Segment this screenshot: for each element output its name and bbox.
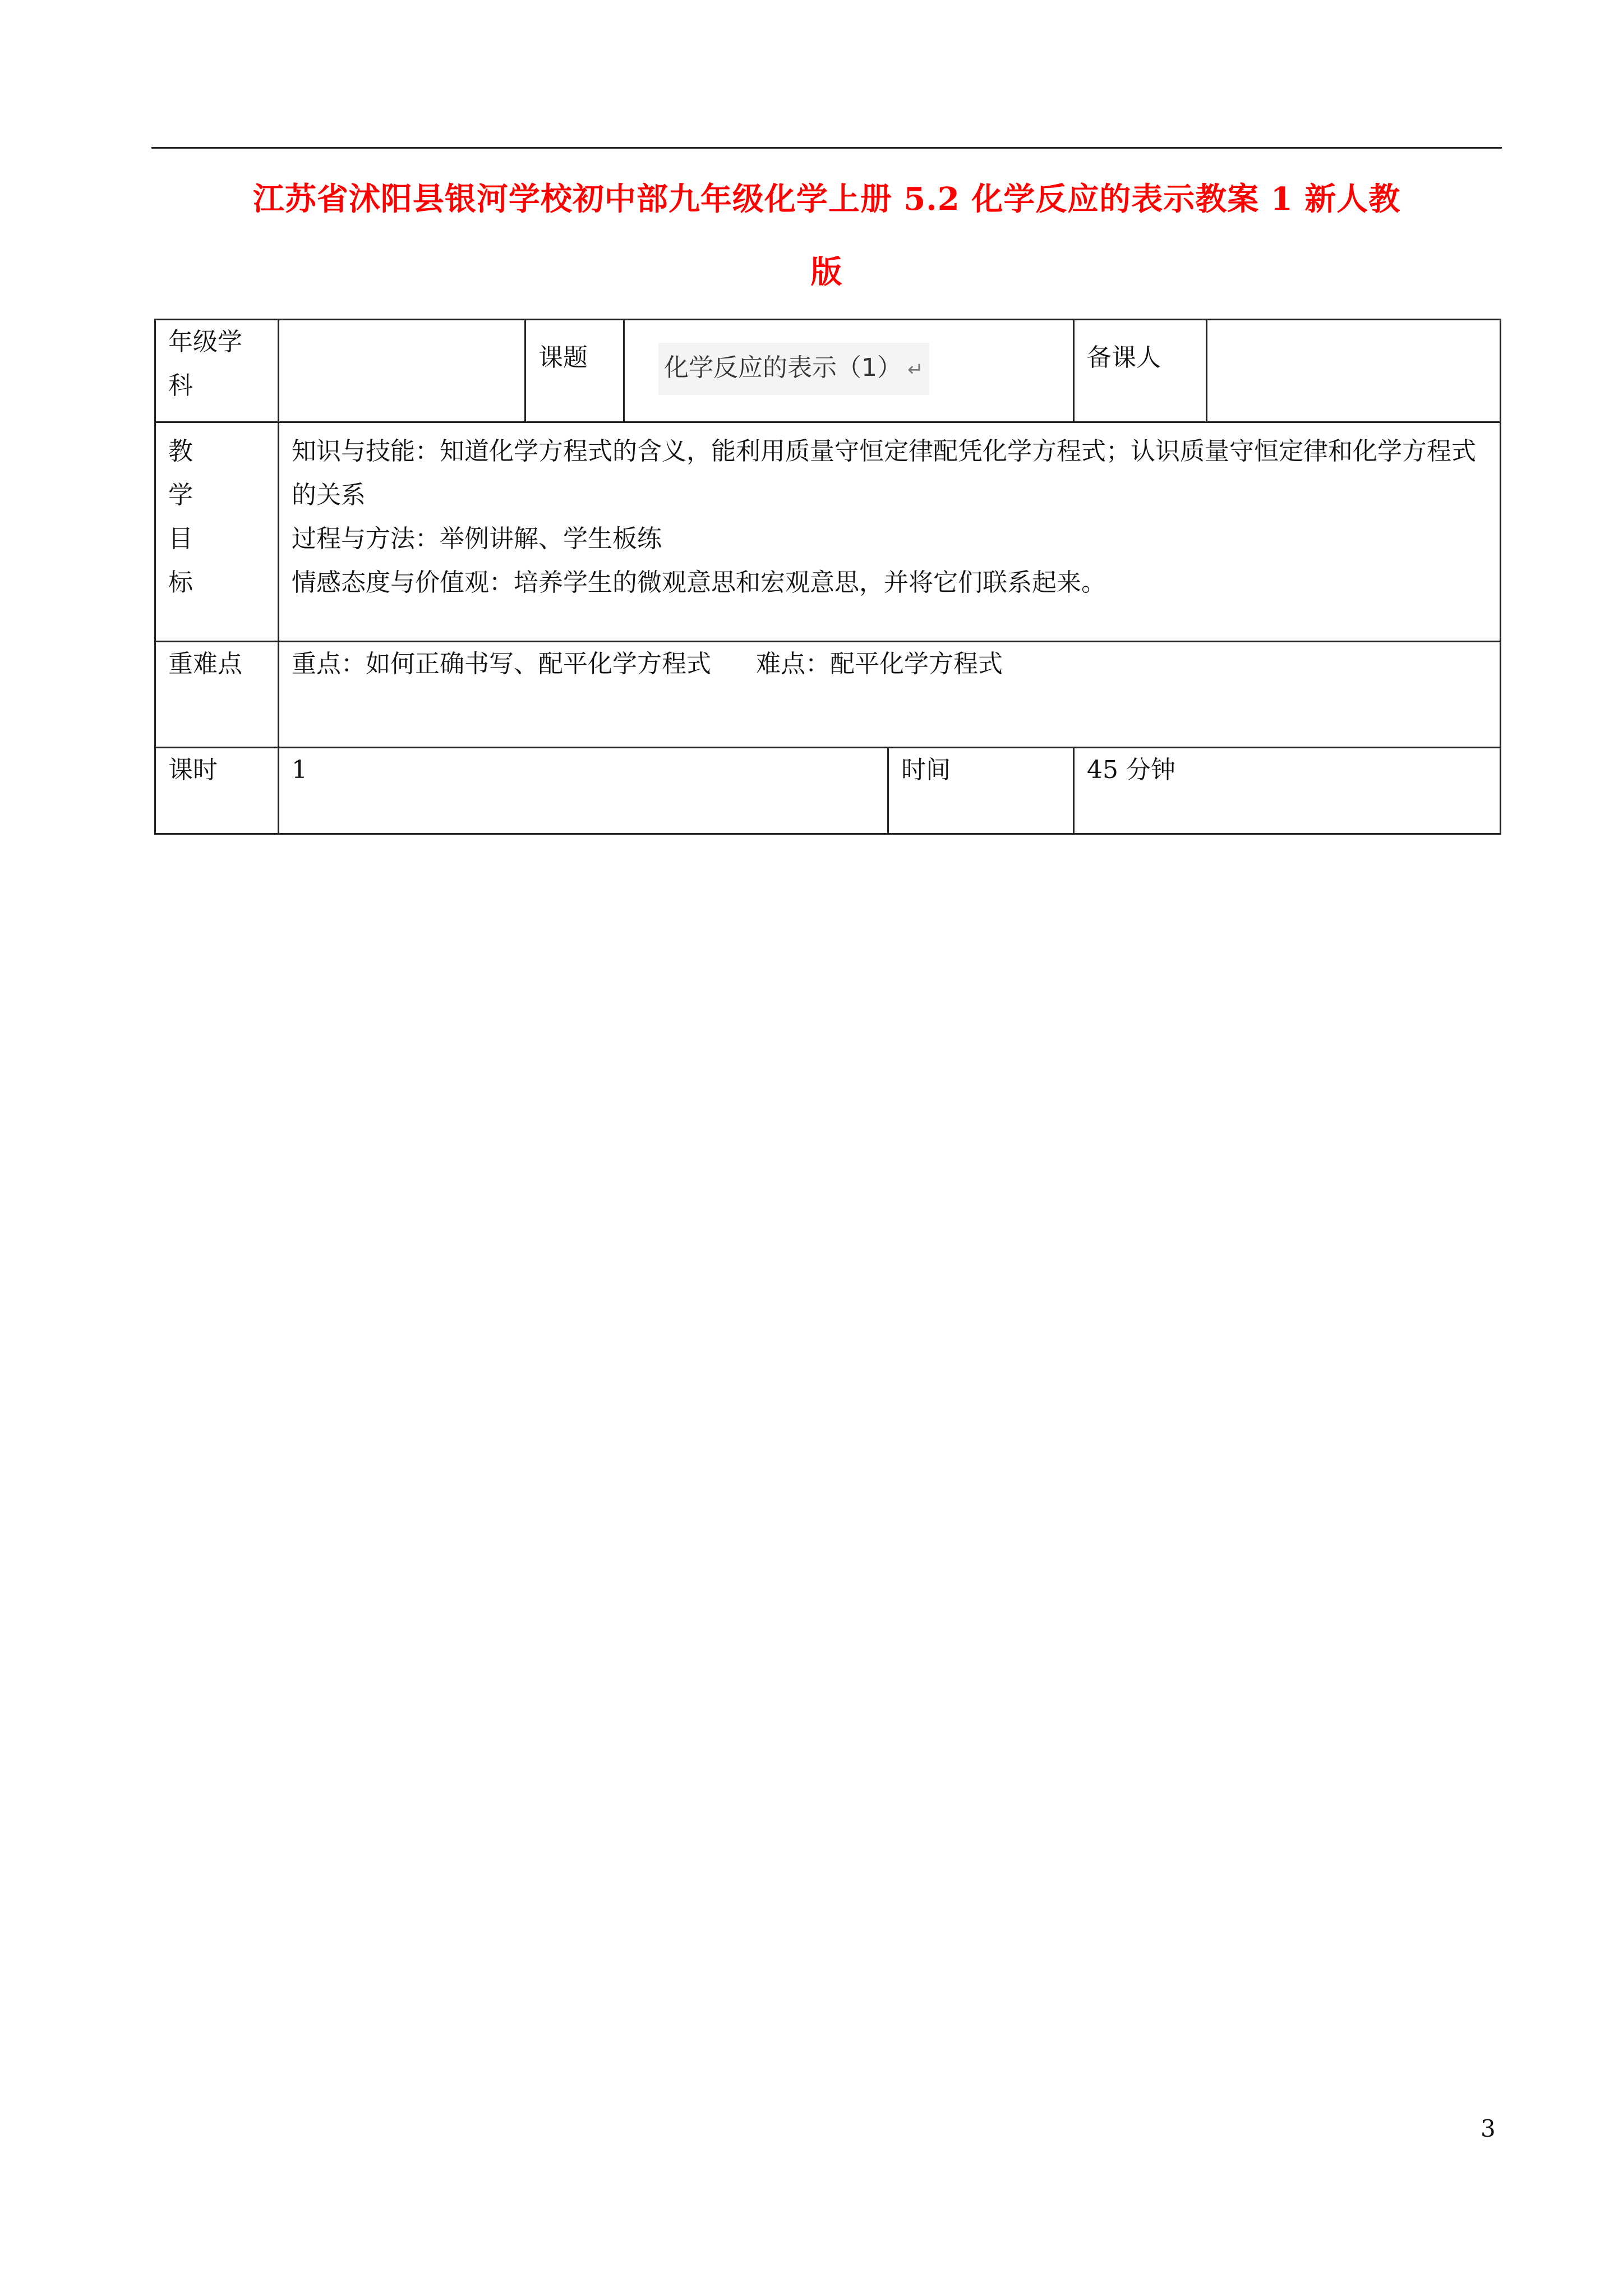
return-mark-icon: ↵ (907, 358, 924, 381)
lesson-plan-table (154, 319, 1501, 835)
objective-knowledge-skills: 知识与技能：知道化学方程式的含义，能利用质量守恒定律配凭化学方程式；认识质量守恒定律和化学方程式的关系 (292, 437, 1476, 509)
table-row-key-points (155, 642, 1501, 748)
table-row-objectives (155, 422, 1501, 642)
objective-process-methods: 过程与方法：举例讲解、学生板练 (292, 524, 662, 553)
periods-value: 1 (279, 748, 888, 834)
teaching-objectives-label: 教 学 目 标 (155, 422, 279, 642)
document-title (151, 163, 1502, 309)
grade-subject-label: 年级学科 (155, 320, 279, 422)
periods-label: 课时 (155, 748, 279, 834)
title-line-2: 版 (810, 254, 843, 291)
key-points: 重点：如何正确书写、配平化学方程式 (292, 650, 711, 678)
objective-emotion-values: 情感态度与价值观：培养学生的微观意思和宏观意思，并将它们联系起来。 (292, 568, 1106, 597)
preparer-label: 备课人 (1074, 320, 1207, 422)
time-value: 45 分钟 (1074, 748, 1501, 834)
key-difficult-points-content (279, 642, 1501, 748)
time-label: 时间 (888, 748, 1074, 834)
table-row-schedule (155, 748, 1501, 834)
topic-label: 课题 (525, 320, 624, 422)
page-number: 3 (1481, 2115, 1496, 2142)
topic-value: 化学反应的表示（1） ↵ (658, 343, 929, 395)
teaching-objectives-content (279, 422, 1501, 642)
difficult-points: 难点：配平化学方程式 (756, 650, 1003, 678)
table-row-header-info (155, 320, 1501, 422)
key-difficult-points-label: 重难点 (155, 642, 279, 748)
title-line-1: 江苏省沭阳县银河学校初中部九年级化学上册 5.2 化学反应的表示教案 1 新人教 (252, 181, 1401, 218)
preparer-value (1207, 320, 1501, 422)
topic-value-cell (624, 320, 1074, 422)
grade-subject-value (279, 320, 525, 422)
header-rule (151, 147, 1502, 149)
